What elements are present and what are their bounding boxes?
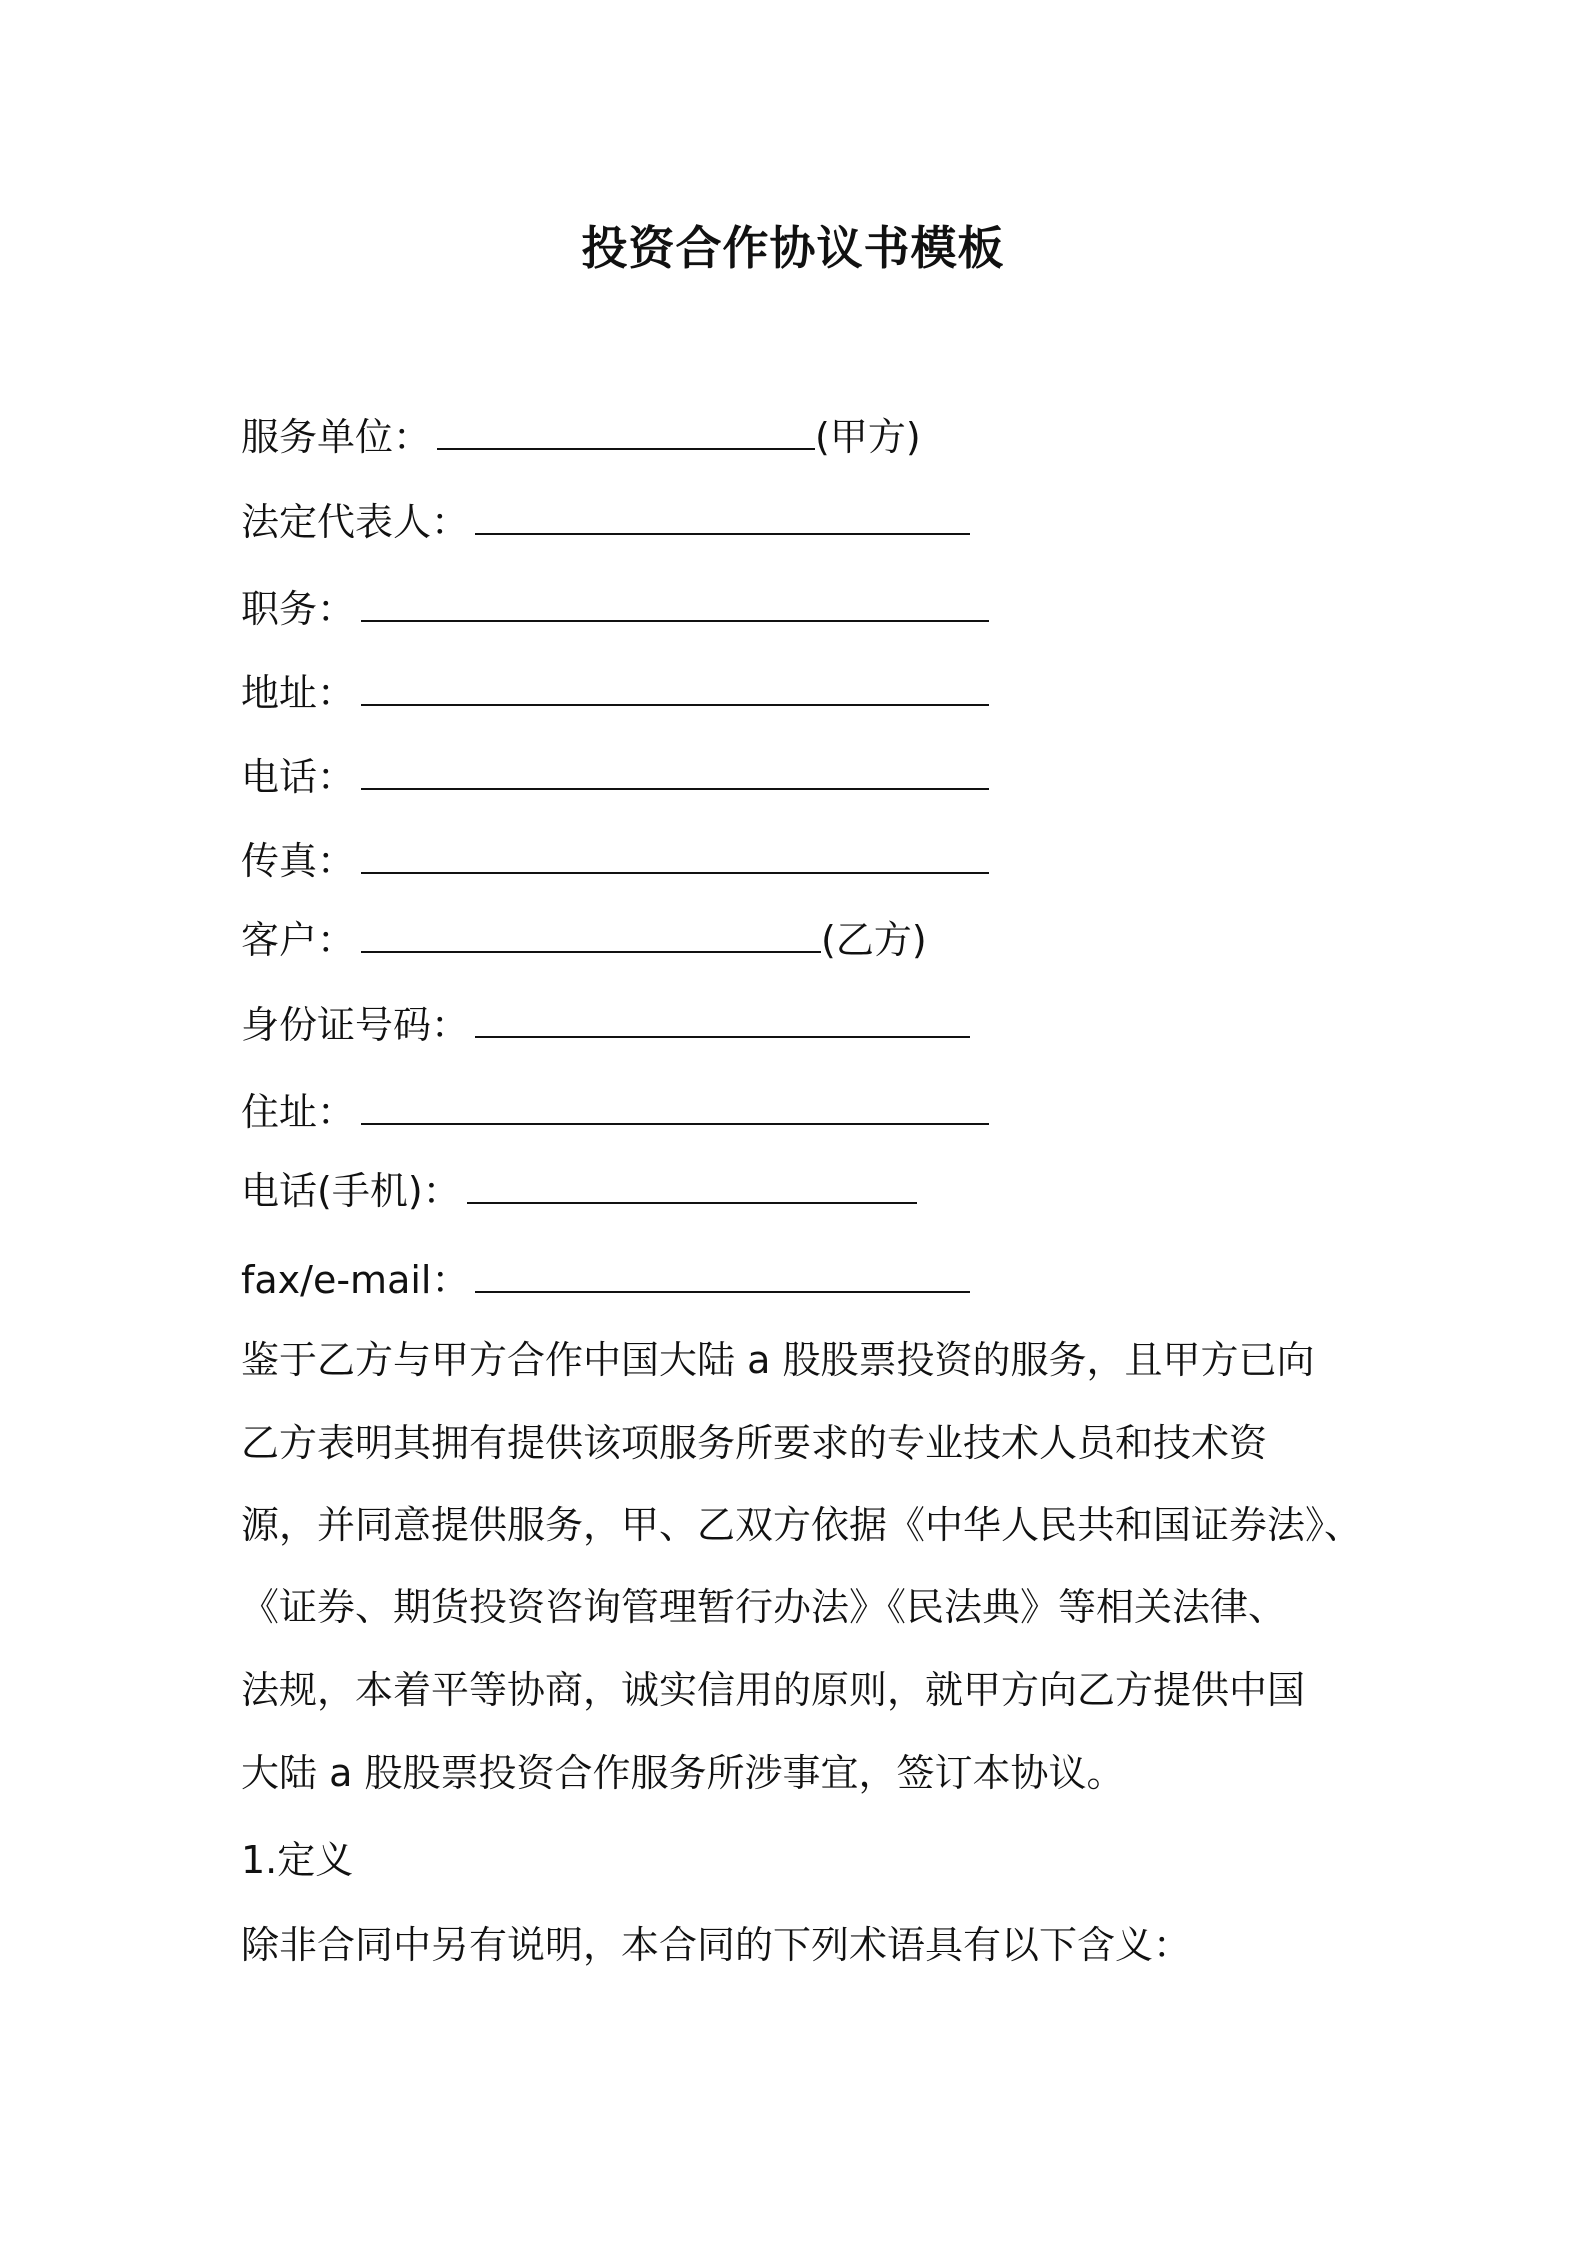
page-title: 投资合作协议书模板 xyxy=(581,221,1005,275)
legal-rep-blank[interactable] xyxy=(475,499,970,535)
service-unit-suffix: (甲方) xyxy=(815,415,921,459)
phone-label: 电话： xyxy=(241,755,356,799)
phone-field xyxy=(241,752,989,802)
phone-blank[interactable] xyxy=(361,754,989,790)
service-unit-label: 服务单位： xyxy=(241,415,432,459)
fax-email-label: fax/e-mail： xyxy=(241,1258,470,1302)
client-label: 客户： xyxy=(241,918,356,962)
id-number-field xyxy=(241,1000,970,1050)
preamble-line: 乙方表明其拥有提供该项服务所要求的专业技术人员和技术资 xyxy=(241,1421,1268,1465)
preamble-line: 源，并同意提供服务，甲、乙双方依据《中华人民共和国证券法》、 xyxy=(241,1503,1363,1547)
position-blank[interactable] xyxy=(361,586,989,622)
client-suffix: (乙方) xyxy=(821,918,927,962)
preamble-line: 《证券、期货投资咨询管理暂行办法》《民法典》等相关法律、 xyxy=(241,1585,1287,1629)
mobile-label: 电话(手机)： xyxy=(241,1169,461,1213)
id-number-blank[interactable] xyxy=(475,1002,970,1038)
legal-rep-label: 法定代表人： xyxy=(241,500,470,544)
residence-blank[interactable] xyxy=(361,1089,989,1125)
service-unit-blank[interactable] xyxy=(437,414,815,450)
preamble-line: 法规，本着平等协商，诚实信用的原则，就甲方向乙方提供中国 xyxy=(241,1668,1306,1712)
fax-email-field xyxy=(241,1255,970,1305)
section-1-intro: 除非合同中另有说明，本合同的下列术语具有以下含义： xyxy=(241,1923,1192,1967)
position-field xyxy=(241,584,989,634)
fax-email-blank[interactable] xyxy=(475,1257,970,1293)
fax-label: 传真： xyxy=(241,839,356,883)
position-label: 职务： xyxy=(241,587,356,631)
section-1-heading: 1.定义 xyxy=(241,1838,354,1882)
fax-blank[interactable] xyxy=(361,838,989,874)
fax-field xyxy=(241,836,989,886)
client-blank[interactable] xyxy=(361,917,821,953)
address-label: 地址： xyxy=(241,671,356,715)
residence-label: 住址： xyxy=(241,1090,356,1134)
address-field xyxy=(241,668,989,718)
id-number-label: 身份证号码： xyxy=(241,1003,470,1047)
mobile-blank[interactable] xyxy=(467,1168,917,1204)
mobile-field xyxy=(241,1166,917,1216)
legal-rep-field xyxy=(241,497,970,547)
preamble-line: 大陆 a 股股票投资合作服务所涉事宜，签订本协议。 xyxy=(241,1751,1125,1795)
preamble-line: 鉴于乙方与甲方合作中国大陆 a 股股票投资的服务，且甲方已向 xyxy=(241,1338,1315,1382)
address-blank[interactable] xyxy=(361,670,989,706)
client-field xyxy=(241,915,927,965)
service-unit-field xyxy=(241,412,921,462)
residence-field xyxy=(241,1087,989,1137)
